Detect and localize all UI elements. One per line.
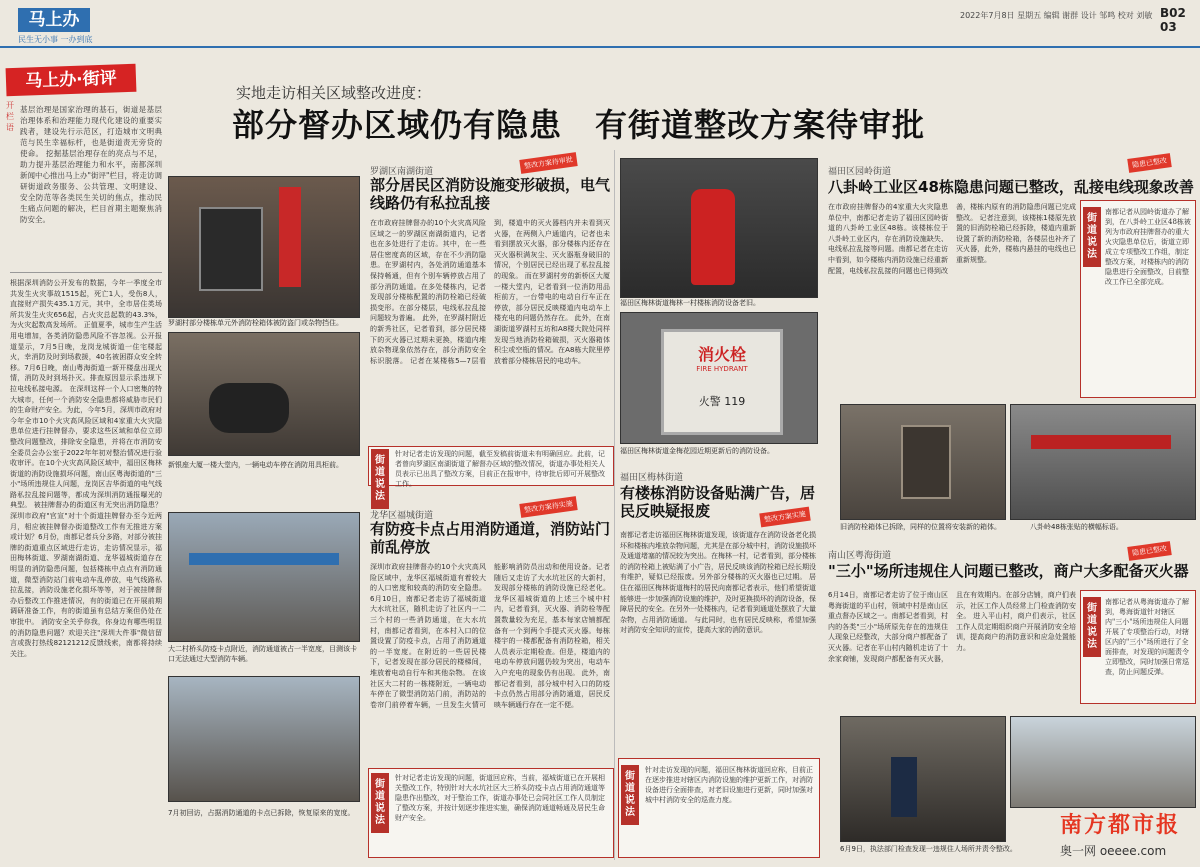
comment-text: 针对走访发现的问题，福田区梅林街道回应称，目前正在逐步推进对辖区内消防设施的维护更新工作，对消防设备进行全面排查，对老旧设施进行更新，同时加强对城中村消防安全的巡查力度。 — [645, 766, 813, 804]
comment-label: 街道说法 — [371, 773, 389, 833]
section-tag: 龙华区福城街道 — [370, 511, 434, 521]
photo-longhua-revisit — [168, 676, 360, 802]
photo-yuehai-shop — [1010, 716, 1196, 808]
column-intro: 基层治理是国家治理的基石，街道是基层治理体系和治理能力现代化建设的重要实践者，建设先行示范区，打造城市文明典范与民生幸福标杆，也是街道责无旁贷的使命。 挖掘基层治理存在的亮点与不足，助力提升基层治理能力和水平，南都深圳新闻中心推出马上办"街评"栏目，将走访调研街道政务服务、公共管理、文明建设、安全防范等各类民生关切的焦点，推动民生痛点问题的解决，栏目首期主题聚焦消防安全。 — [20, 105, 162, 224]
photo-caption: 大二村桥头防疫卡点附近，消防通道被占一半宽度，目测该卡口无法通过大型消防车辆。 — [168, 645, 357, 663]
hydrant-sign: 消火栓 — [697, 345, 746, 364]
section-title: 八卦岭工业区48栋隐患问题已整改，乱接电线现象改善 — [828, 178, 1194, 196]
photo-luohu-ebike — [168, 332, 360, 456]
lead-article-text: 根据深圳消防公开发布的数据，今年一季度全市共发生火灾事故1515起，死亡1人，受伤8人，直接财产损失435.1万元，其中，全市居住类场所共发生火灾656起，占火灾总起数的43.3%，为火灾起数高发场所。 正值夏季，城市生产生活用电增加，各类消防隐患风险不容忽视。公开报道显示，7月5日晚，龙岗龙城街道一住宅楼起火，幸消防及时到场救援，40名被困群众安全转移。7月6日晚，南山粤海街道一新开楼盘出现火情，消防及时到场扑灭。排查原因显示系违规下拉电线私接电源。 在深圳这样一个人口密集的特大城市，任何一个消防安全隐患都将威胁市民们的生命财产安全。为此，今年5月，深圳市政府对今年全市10个火灾高风险区域和4家重大火灾隐患单位进行挂牌督办，要求这些区域和单位立即整改问题整改，排除安全隐患，并将在市消防安全委员会办公室于2022年年初对整治情况进行验收审评。在10个火灾高风险区域中，福田区梅林街道的消防设施损坏问题，南山区粤海街道的"三小"场所违规住人问题，龙岗区吉华街道的电气线路私拉乱接问题等，都成为深圳消防通报曝光的典型。 被挂牌督办的街道区有无突出消防隐患？深圳市政府"官宣"对十个街道挂牌督办至今近两月，相应被挂牌督办街道整改工作有无推进方案或计划？6月份，南都记者兵分多路，对部分被挂牌的街道重点区域进行走访，走访情况显示，福田梅林街道、罗湖南湖街道、龙华福城街道存在明显的消防隐患问题，包括楼栋中点点有消防通道，微型消防站门前电动车乱停放，电气线路私拉乱接，消防设施老化损坏等等，对于被挂牌督办后整改工作推进情况，有的街道已在开展前期调研准备工作，有的街道虽有总结方案但仍处在审批中。 消防安全关乎你我，你身边有哪些明显的消防隐患问题？欢迎关注"深圳大件事"微信留言或拨打热线82121212反馈线索，南都将持续关注。 — [10, 279, 162, 658]
photo-luohu-hydrant — [168, 176, 360, 318]
comment-label: 街道说法 — [1083, 597, 1101, 657]
section-body: 在市政府挂牌督办的4家重大火灾隐患单位中，南都记者走访了福田区园岭街道的八卦岭工业区48栋。该楼栋位于八卦岭工业区内，存在消防设施缺失、电线私拉乱接等问题。南都记者在走访中看到，如今楼栋内消防设施已经重新配置，电线私拉乱接的问题也已得到改善，楼栋内原有的消防隐患问题已完成整改。 记者注意到，该楼栋1楼原先放置的旧消防栓箱已经拆除，楼道内重新设置了新的消防栓箱，各楼层也补齐了灭火器，此外，楼栋内悬挂的电线也已重新规整。 — [828, 203, 1076, 275]
comment-text: 针对记者走访发现的问题，截至发稿前街道未有明确回应。此前，记者曾向罗湖区南湖街道了解督办区域的整改情况，街道办事处相关人员表示已出具了整改方案，目前正在报审中，待审批后即可开展整改工作。 — [395, 450, 605, 488]
status-stamp: 隐患已整改 — [1127, 541, 1172, 561]
photo-caption: 福田区梅林街道梅林一村楼栋消防设备老旧。 — [620, 299, 760, 307]
section-tag: 南山区粤海街道 — [828, 551, 892, 561]
section-slogan: 民生无小事 一办到底 — [18, 35, 93, 44]
photo-caption: 新银座大厦一楼大堂内，一辆电动车停在消防用具柜前。 — [168, 461, 343, 469]
comment-label: 街道说法 — [621, 765, 639, 825]
section-title: 有防疫卡点占用消防通道，消防站门前乱停放 — [370, 520, 611, 556]
security-door-shape — [199, 207, 263, 291]
photo-meilin-extinguisher — [620, 158, 818, 298]
photo-caption: 八卦岭48栋张贴的横幅标语。 — [1030, 523, 1123, 531]
status-stamp: 整改方案待审批 — [519, 152, 577, 174]
ebike-shape — [209, 383, 289, 433]
comment-label: 街道说法 — [371, 449, 389, 509]
officer-shape — [891, 757, 917, 817]
section-title: 部分居民区消防设施变形破损，电气线路仍有私拉乱接 — [370, 176, 611, 212]
photo-yuehai-inspection — [840, 716, 1006, 842]
comment-label: 街道说法 — [1083, 207, 1101, 267]
section-body: 深圳市政府挂牌督办的10个火灾高风险区域中，龙华区福城街道有着较大的人口密度和较高的消防安全隐患。6月10日，南都记者走访了福城街道大水坑社区，随机走访了社区内一二三个村的一些消防通道，在大水坑村，南都记者看到，在本村入口的位置设置了防疫卡点，占用了消防通道的一半宽度。在附近的一些居民楼下，记者发现在部分居民的楼梯间，堆放着电动自行车和其他杂物。 在该社区大二村的一栋楼附近，一辆电动车停在了微型消防站门前，消防站的卷帘门前停着车辆，一旦发生火情可能影响消防员出动和使用设备。记者随后又走访了大水坑社区的大新村，发现部分楼栋的消防设施已经老化。 龙华区福城街道的上述三个城中村内，记者看到，灭火器、消防栓等配置数量较为充足，基本每家店铺都配备有一个到两个手提式灭火器。每栋楼宇的一楼都配备有消防栓箱，相关人员表示定期检查。但是，楼道内的电动车停放问题仍较为突出，电动车入户充电的现象仍有出现。 此外，南都记者看到，部分城中村入口的防疫卡点仍然占用部分消防通道，居民反映车辆通行存在一定不便。 — [370, 563, 610, 709]
hydrant-pipe-shape — [279, 187, 301, 287]
hydrant-phone: 火警 119 — [698, 395, 746, 408]
column-side-label: 开栏语 — [6, 101, 14, 132]
banner-shape — [1031, 435, 1171, 449]
section-tag: 福田区园岭街道 — [828, 167, 892, 177]
tent-canopy-shape — [189, 553, 339, 565]
photo-caption: 福田区梅林街道金梅花园近期更新后的消防设备。 — [620, 447, 774, 455]
section-title: "三小"场所违规住人问题已整改，商户大多配备灭火器 — [828, 562, 1189, 580]
site-watermark: 奥一网 oeeee.com — [1060, 844, 1167, 858]
photo-bagualing-old-box — [840, 404, 1006, 520]
photo-caption: 7月初回访，占据消防通道的卡点已拆除，恢复原来的宽度。 — [168, 809, 355, 817]
header-rule — [0, 46, 1200, 48]
column-title: 马上办·街评 — [6, 64, 137, 97]
comment-text: 针对记者走访发现的问题，街道回应称，当前，福城街道已在开展相关整改工作，特别针对大水坑社区大三桥头防疫卡点占用消防通道等隐患作出整改，对于整治工作，街道办事处已会同社区工作人员制定了整改方案，并按计划逐步推进实施，确保消防通道畅通及居民生命财产安全。 — [395, 774, 605, 822]
street-comment-box — [1080, 590, 1196, 704]
page-meta: 2022年7月8日 星期五 编辑 谢群 设计 邹鸣 校对 刘敏 — [960, 11, 1153, 20]
extinguisher-shape — [691, 189, 735, 285]
headline-kicker: 实地走访相关区域整改进度： — [236, 84, 432, 102]
column-divider — [614, 150, 615, 860]
intro-divider — [10, 272, 162, 273]
photo-caption: 旧消防栓箱体已拆除，同样的位置将安装新的箱体。 — [840, 523, 1001, 531]
page-number: B02 03 — [1160, 6, 1186, 34]
removed-box-shape — [901, 425, 951, 499]
section-logo: 马上办 — [18, 8, 90, 32]
comment-text: 南都记者从园岭街道办了解到，在八卦岭工业区48栋被列为市政府挂牌督办的重大火灾隐患单位后，街道立即成立专项整改工作组，制定整改方案，对楼栋内的消防隐患进行全面整改，目前整改工作已全部完成。 — [1105, 208, 1191, 286]
comment-text: 南都记者从粤海街道办了解到，粤海街道针对辖区内"三小"场所违规住人问题开展了专项整治行动，对辖区内的"三小"场所进行了全面排查，对发现的问题责令立即整改，同时加强日常巡查，防止问题反弹。 — [1105, 598, 1189, 676]
photo-caption: 6月9日，执法部门检查发现一违规住人场所并责令整改。 — [840, 845, 1017, 853]
newspaper-brand: 南方都市报 — [1060, 813, 1181, 838]
photo-meilin-hydrant-box — [620, 312, 818, 444]
street-comment-box — [1080, 200, 1196, 398]
street-comment-box — [618, 758, 820, 858]
section-tag: 罗湖区南湖街道 — [370, 167, 434, 177]
hydrant-sign-en: FIRE HYDRANT — [696, 365, 748, 373]
section-tag: 福田区梅林街道 — [620, 473, 684, 483]
status-stamp: 隐患已整改 — [1127, 153, 1172, 173]
section-body: 6月14日，南都记者走访了位于南山区粤海街道的平山村，领域中村是南山区重点督办区域之一。南都记者看到，村内的各类"三小"场所原先存在的违规住人现象已经整改，大部分商户都配备了灭火器。记者在平山村内随机走访了十余家商铺，发现商户都配备有灭火器，且在有效期内。在部分店铺，商户们表示，社区工作人员经常上门检查消防安全。 进入平山村，商户们表示，社区工作人员定期组织商户开展消防安全培训，提高商户的消防意识和应急处置能力。 — [828, 591, 1076, 663]
photo-bagualing-banner — [1010, 404, 1196, 520]
section-title: 有楼栋消防设备贴满广告，居民反映疑报废 — [620, 484, 816, 520]
hydrant-box-shape — [661, 329, 783, 435]
photo-caption: 罗湖村部分楼栋单元外消防栓箱体被防盗门或杂物挡住。 — [168, 319, 343, 327]
section-body: 南都记者走访福田区梅林街道发现，该街道存在消防设备老化损坏和楼栋内堆放杂物问题，尤其是在部分城中村，消防设施损坏及通道堵塞的情况较为突出。在梅林一村，记者看到，部分楼栋的消防栓箱上被贴满了小广告，居民反映该消防栓箱已经长期没有维护，疑似已经报废。另外部分楼栋的灭火器也已过期。 居住在福田区梅林街道梅村的居民向南都记者表示，他们希望街道能够进一步加强消防设施的维护，及时更换损坏的消防设备，保障居民的安全。在另外一处楼栋内，记者看到通道处摆放了大量杂物，占用消防通道。 与此同时，也有居民反映称，希望加强对消防安全知识的宣传，提高大家的消防意识。 — [620, 531, 816, 635]
status-stamp: 整改方案实施 — [759, 507, 810, 528]
page-headline: 部分督办区域仍有隐患 有街道整改方案待审批 — [232, 106, 926, 144]
street-comment-box — [368, 768, 614, 858]
status-stamp: 整改方案待实施 — [519, 496, 577, 518]
section-body: 在市政府挂牌督办的10个火灾高风险区域之一的罗湖区南湖街道内，记者也在多处进行了走访。其中，在一些居住密度高的区域，存在不少消防隐患。在罗湖村内，各处消防通道基本保持畅通，但有个别车辆停放占用了部分消防通道。在多处楼栋内，记者发现部分楼栋配置的消防栓箱已经破损变形。在部分楼层，电线私拉乱接问题较为普遍。 此外，在罗湖村附近的新秀社区，记者看到，部分居民楼下的灭火器已过期未更换，楼道内堆放杂物现象依然存在，部分消防安全标识脱落。 记者在某楼栋5—7层看到，楼道中的灭火器档内并未看到灭火器，在两侧入户通道内，记者也未看到摆放灭火器，部分楼栋内还存在灭火器积满灰尘、灭火器瓶身破旧的情况，个别居民已经出现了私拉乱接的现象。 而在罗湖村旁的新桥区大厦一楼大堂内，记者看到一位消防用品柜前方，一台带电的电动自行车正在停放，部分居民反映楼道内电动车上楼充电的问题仍然存在。 此外，在南湖街道罗湖村五坊和A8楼大院处同样发现当地消防栓箱破损，灭火器箱体积尘或空瓶的情况。在A8栋大院里停放着部分楼栋居民的电动车。 — [370, 219, 610, 365]
photo-longhua-checkpoint — [168, 512, 360, 642]
street-comment-box — [368, 446, 614, 502]
